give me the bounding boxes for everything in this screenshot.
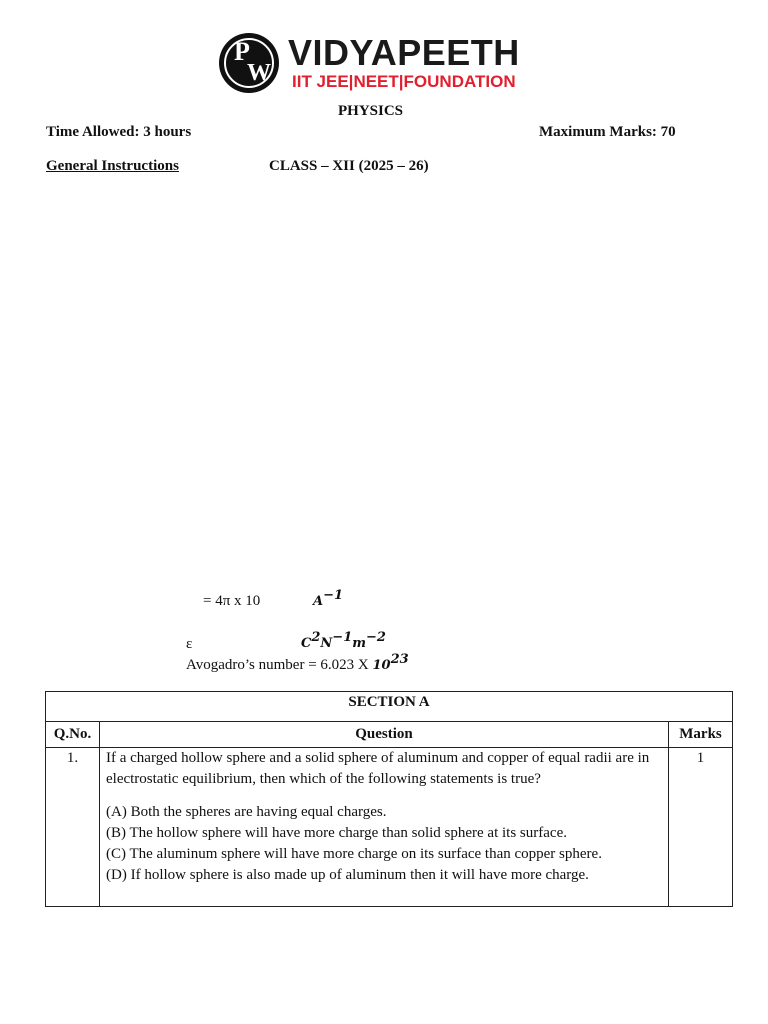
time-allowed: Time Allowed: 3 hours: [46, 124, 192, 140]
logo-subtitle: IIT JEE|NEET|FOUNDATION: [292, 72, 516, 91]
logo-title: VIDYAPEETH: [288, 32, 520, 73]
mu-unit: $A^{-1}$: [313, 588, 344, 609]
option-c: (C) The aluminum sphere will have more charge on its surface than copper sphere.: [106, 846, 602, 862]
col-header-qno: Q.No.: [46, 722, 100, 748]
table-row: [46, 748, 733, 907]
subject-title: PHYSICS: [338, 103, 404, 119]
maximum-marks: Maximum Marks: 70: [539, 124, 676, 140]
question-cell: [100, 748, 669, 907]
option-a: (A) Both the spheres are having equal charges.: [106, 804, 387, 820]
pw-vidyapeeth-logo: [219, 33, 549, 93]
option-d: (D) If hollow sphere is also made up of aluminum then it will have more charge.: [106, 867, 589, 883]
epsilon-symbol: ε: [186, 636, 193, 652]
epsilon-unit: $C^2N^{-1}m^{-2}$: [301, 630, 386, 651]
section-a-table: [45, 691, 733, 907]
pw-monogram-icon: [219, 33, 279, 93]
question-marks: 1: [669, 748, 733, 907]
option-b: (B) The hollow sphere will have more charge than solid sphere at its surface.: [106, 825, 567, 841]
avogadro-number: Avogadro’s number = 6.023 X $10^{23}$: [186, 652, 409, 673]
col-header-question: Question: [100, 722, 669, 748]
col-header-marks: Marks: [669, 722, 733, 748]
class-label: CLASS – XII (2025 – 26): [269, 158, 429, 174]
question-text: If a charged hollow sphere and a solid sphere of aluminum and copper of equal radii are in electrostatic equilibrium, then which of the following statements is true?: [106, 750, 650, 787]
general-instructions-heading: General Instructions: [46, 158, 179, 174]
question-number: 1.: [46, 748, 100, 907]
section-title: SECTION A: [46, 692, 733, 722]
monogram-w: W: [247, 60, 271, 86]
mu-value: = 4π x 10: [203, 593, 261, 609]
monogram-p: P: [234, 37, 250, 66]
